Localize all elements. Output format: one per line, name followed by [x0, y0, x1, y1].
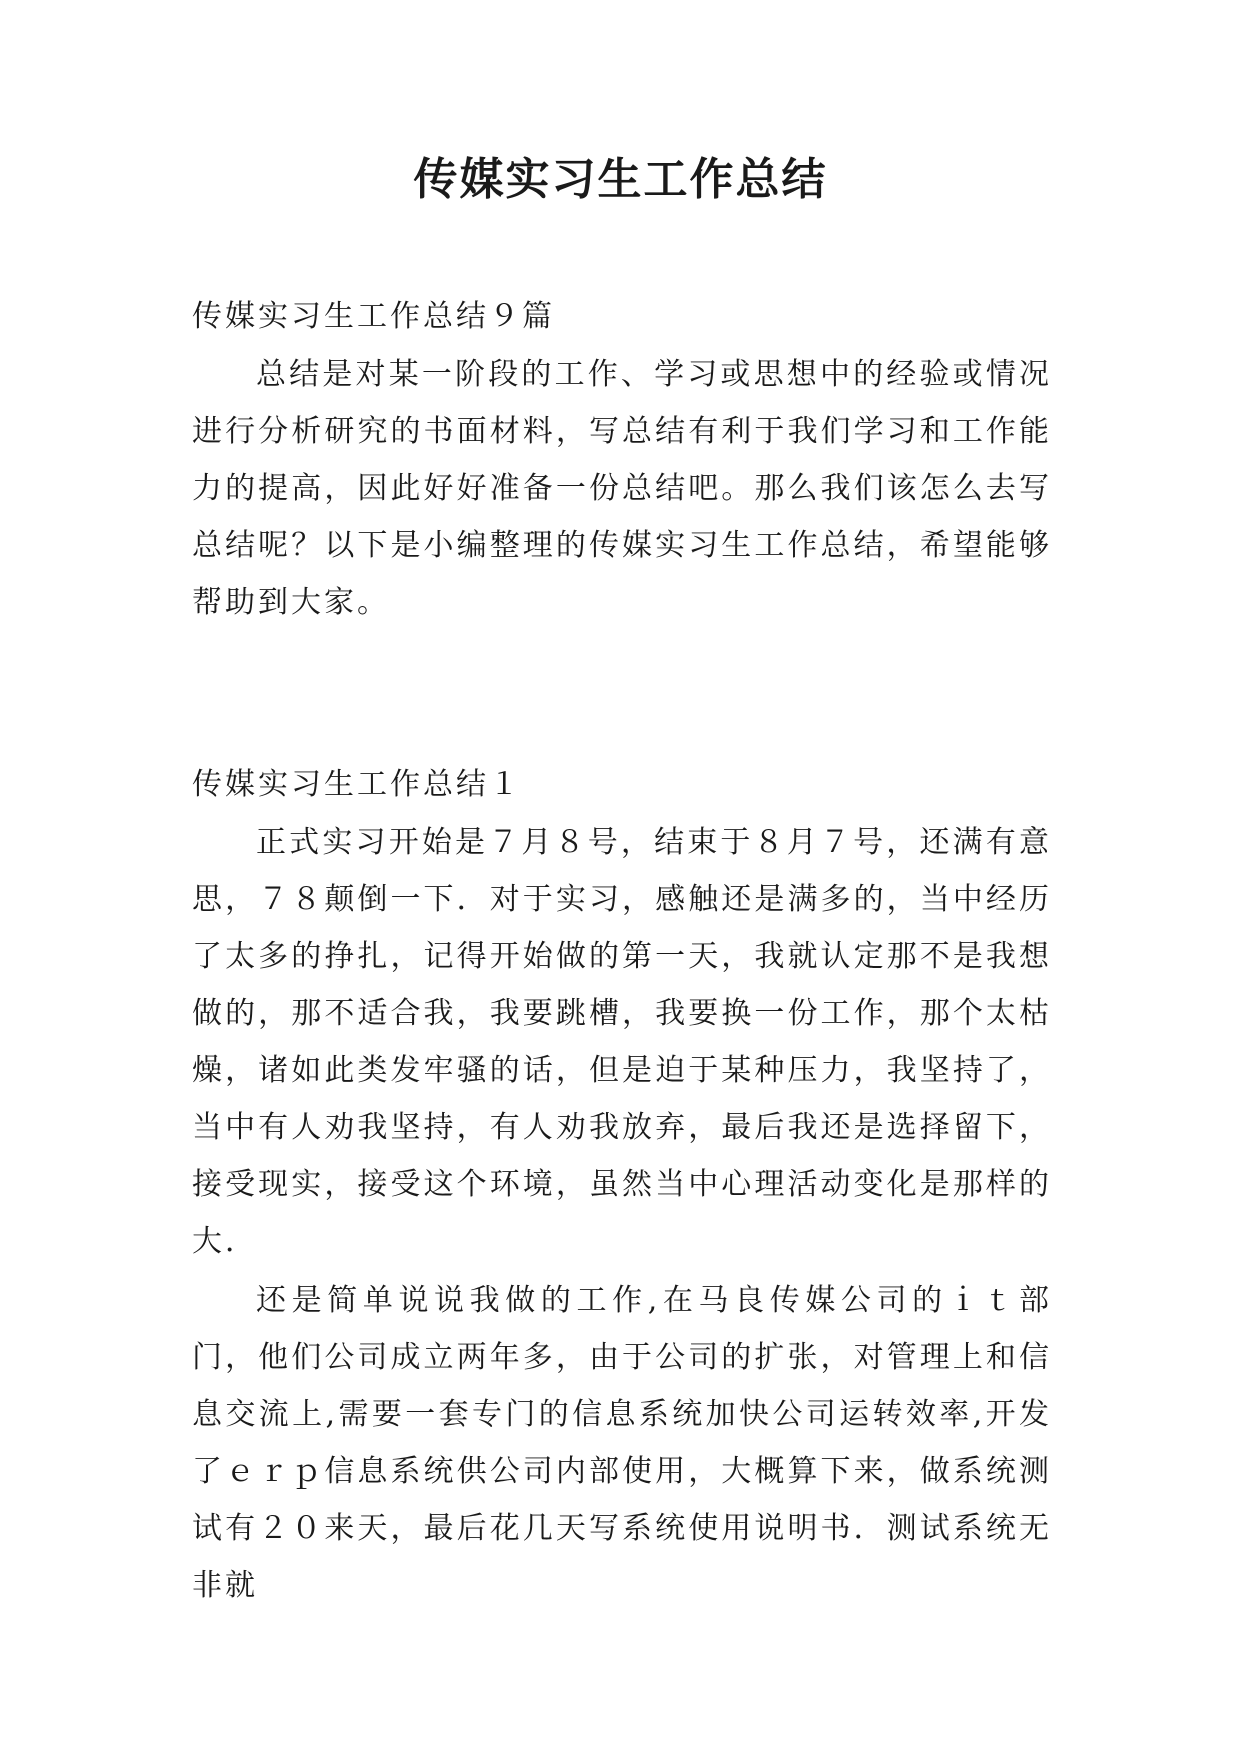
section-paragraph: 还是简单说说我做的工作,在马良传媒公司的ｉｔ部门，他们公司成立两年多，由于公司的扩张，对管理上和信息交流上,需要一套专门的信息系统加快公司运转效率,开发了ｅｒｐ信息系统供公司内部使用，大概算下来，做系统测试有２０来天，最后花几天写系统使用说明书．测试系统无非就: [192, 1283, 1052, 1603]
document-subtitle: 传媒实习生工作总结９篇: [192, 299, 555, 334]
document-title: 传媒实习生工作总结: [413, 154, 828, 205]
section-paragraph: 正式实习开始是７月８号，结束于８月７号，还满有意思，７８颠倒一下．对于实习，感触还是满多的，当中经历了太多的挣扎，记得开始做的第一天，我就认定那不是我想做的，那不适合我，我要跳槽，我要换一份工作，那个太枯燥，诸如此类发牢骚的话，但是迫于某种压力，我坚持了，当中有人劝我坚持，有人劝我放弃，最后我还是选择留下，接受现实，接受这个环境，虽然当中心理活动变化是那样的大．: [192, 825, 1052, 1259]
intro-paragraph: 总结是对某一阶段的工作、学习或思想中的经验或情况进行分析研究的书面材料，写总结有利于我们学习和工作能力的提高，因此好好准备一份总结吧。那么我们该怎么去写总结呢？以下是小编整理的传媒实习生工作总结，希望能够帮助到大家。: [192, 357, 1052, 620]
section-heading: 传媒实习生工作总结１: [192, 767, 522, 802]
